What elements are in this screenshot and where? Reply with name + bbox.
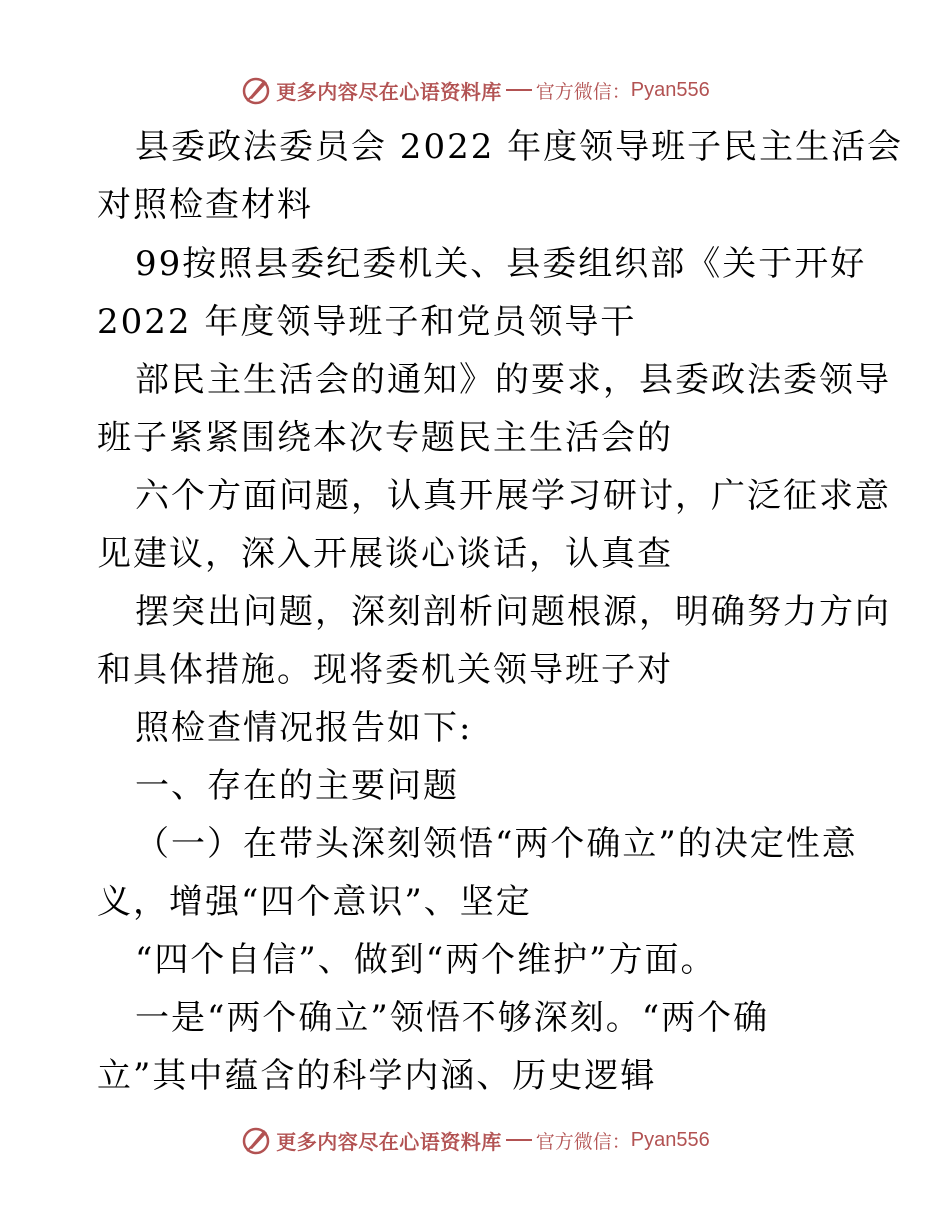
- paragraph-line: 立”其中蕴含的科学内涵、历史逻辑: [97, 1056, 657, 1096]
- feather-quill-logo: [240, 1124, 272, 1156]
- watermark-id: Pyan556: [630, 78, 710, 101]
- paragraph-line: 见建议，深入开展谈心谈话，认真查: [97, 534, 673, 574]
- watermark-banner-bottom: [0, 1120, 950, 1160]
- paragraph-line: 部民主生活会的通知》的要求，县委政法委领导: [135, 360, 891, 400]
- watermark-text: 更多内容尽在心语资料库: [276, 1129, 502, 1154]
- paragraph-line: 2022 年度领导班子和党员领导干: [97, 302, 637, 342]
- document-title-line-2: 对照检查材料: [97, 185, 313, 225]
- paragraph-line: 和具体措施。现将委机关领导班子对: [97, 650, 673, 690]
- subsection-heading-line: “四个自信”、做到“两个维护”方面。: [135, 940, 717, 980]
- watermark-label: 官方微信：: [535, 1130, 631, 1153]
- paragraph-line: 摆突出问题，深刻剖析问题根源，明确努力方向: [135, 592, 891, 632]
- paragraph-line: 班子紧紧围绕本次专题民主生活会的: [97, 418, 673, 458]
- subsection-heading-line: （一）在带头深刻领悟“两个确立”的决定性意: [135, 824, 858, 864]
- document-title-line-1: 县委政法委员会 2022 年度领导班子民主生活会: [135, 127, 904, 167]
- paragraph-line: 照检查情况报告如下:: [135, 708, 473, 748]
- watermark-dash: [506, 1139, 532, 1141]
- section-heading: 一、存在的主要问题: [135, 766, 459, 806]
- subsection-heading-line: 义，增强“四个意识”、坚定: [97, 882, 532, 922]
- watermark-label: 官方微信：: [535, 80, 631, 103]
- paragraph-line: 六个方面问题，认真开展学习研讨，广泛征求意: [135, 476, 891, 516]
- paragraph-line: 99按照县委纪委机关、县委组织部《关于开好: [135, 244, 867, 284]
- watermark-text: 更多内容尽在心语资料库: [276, 79, 502, 104]
- paragraph-line: 一是“两个确立”领悟不够深刻。“两个确: [135, 998, 770, 1038]
- watermark-id: Pyan556: [630, 1128, 710, 1151]
